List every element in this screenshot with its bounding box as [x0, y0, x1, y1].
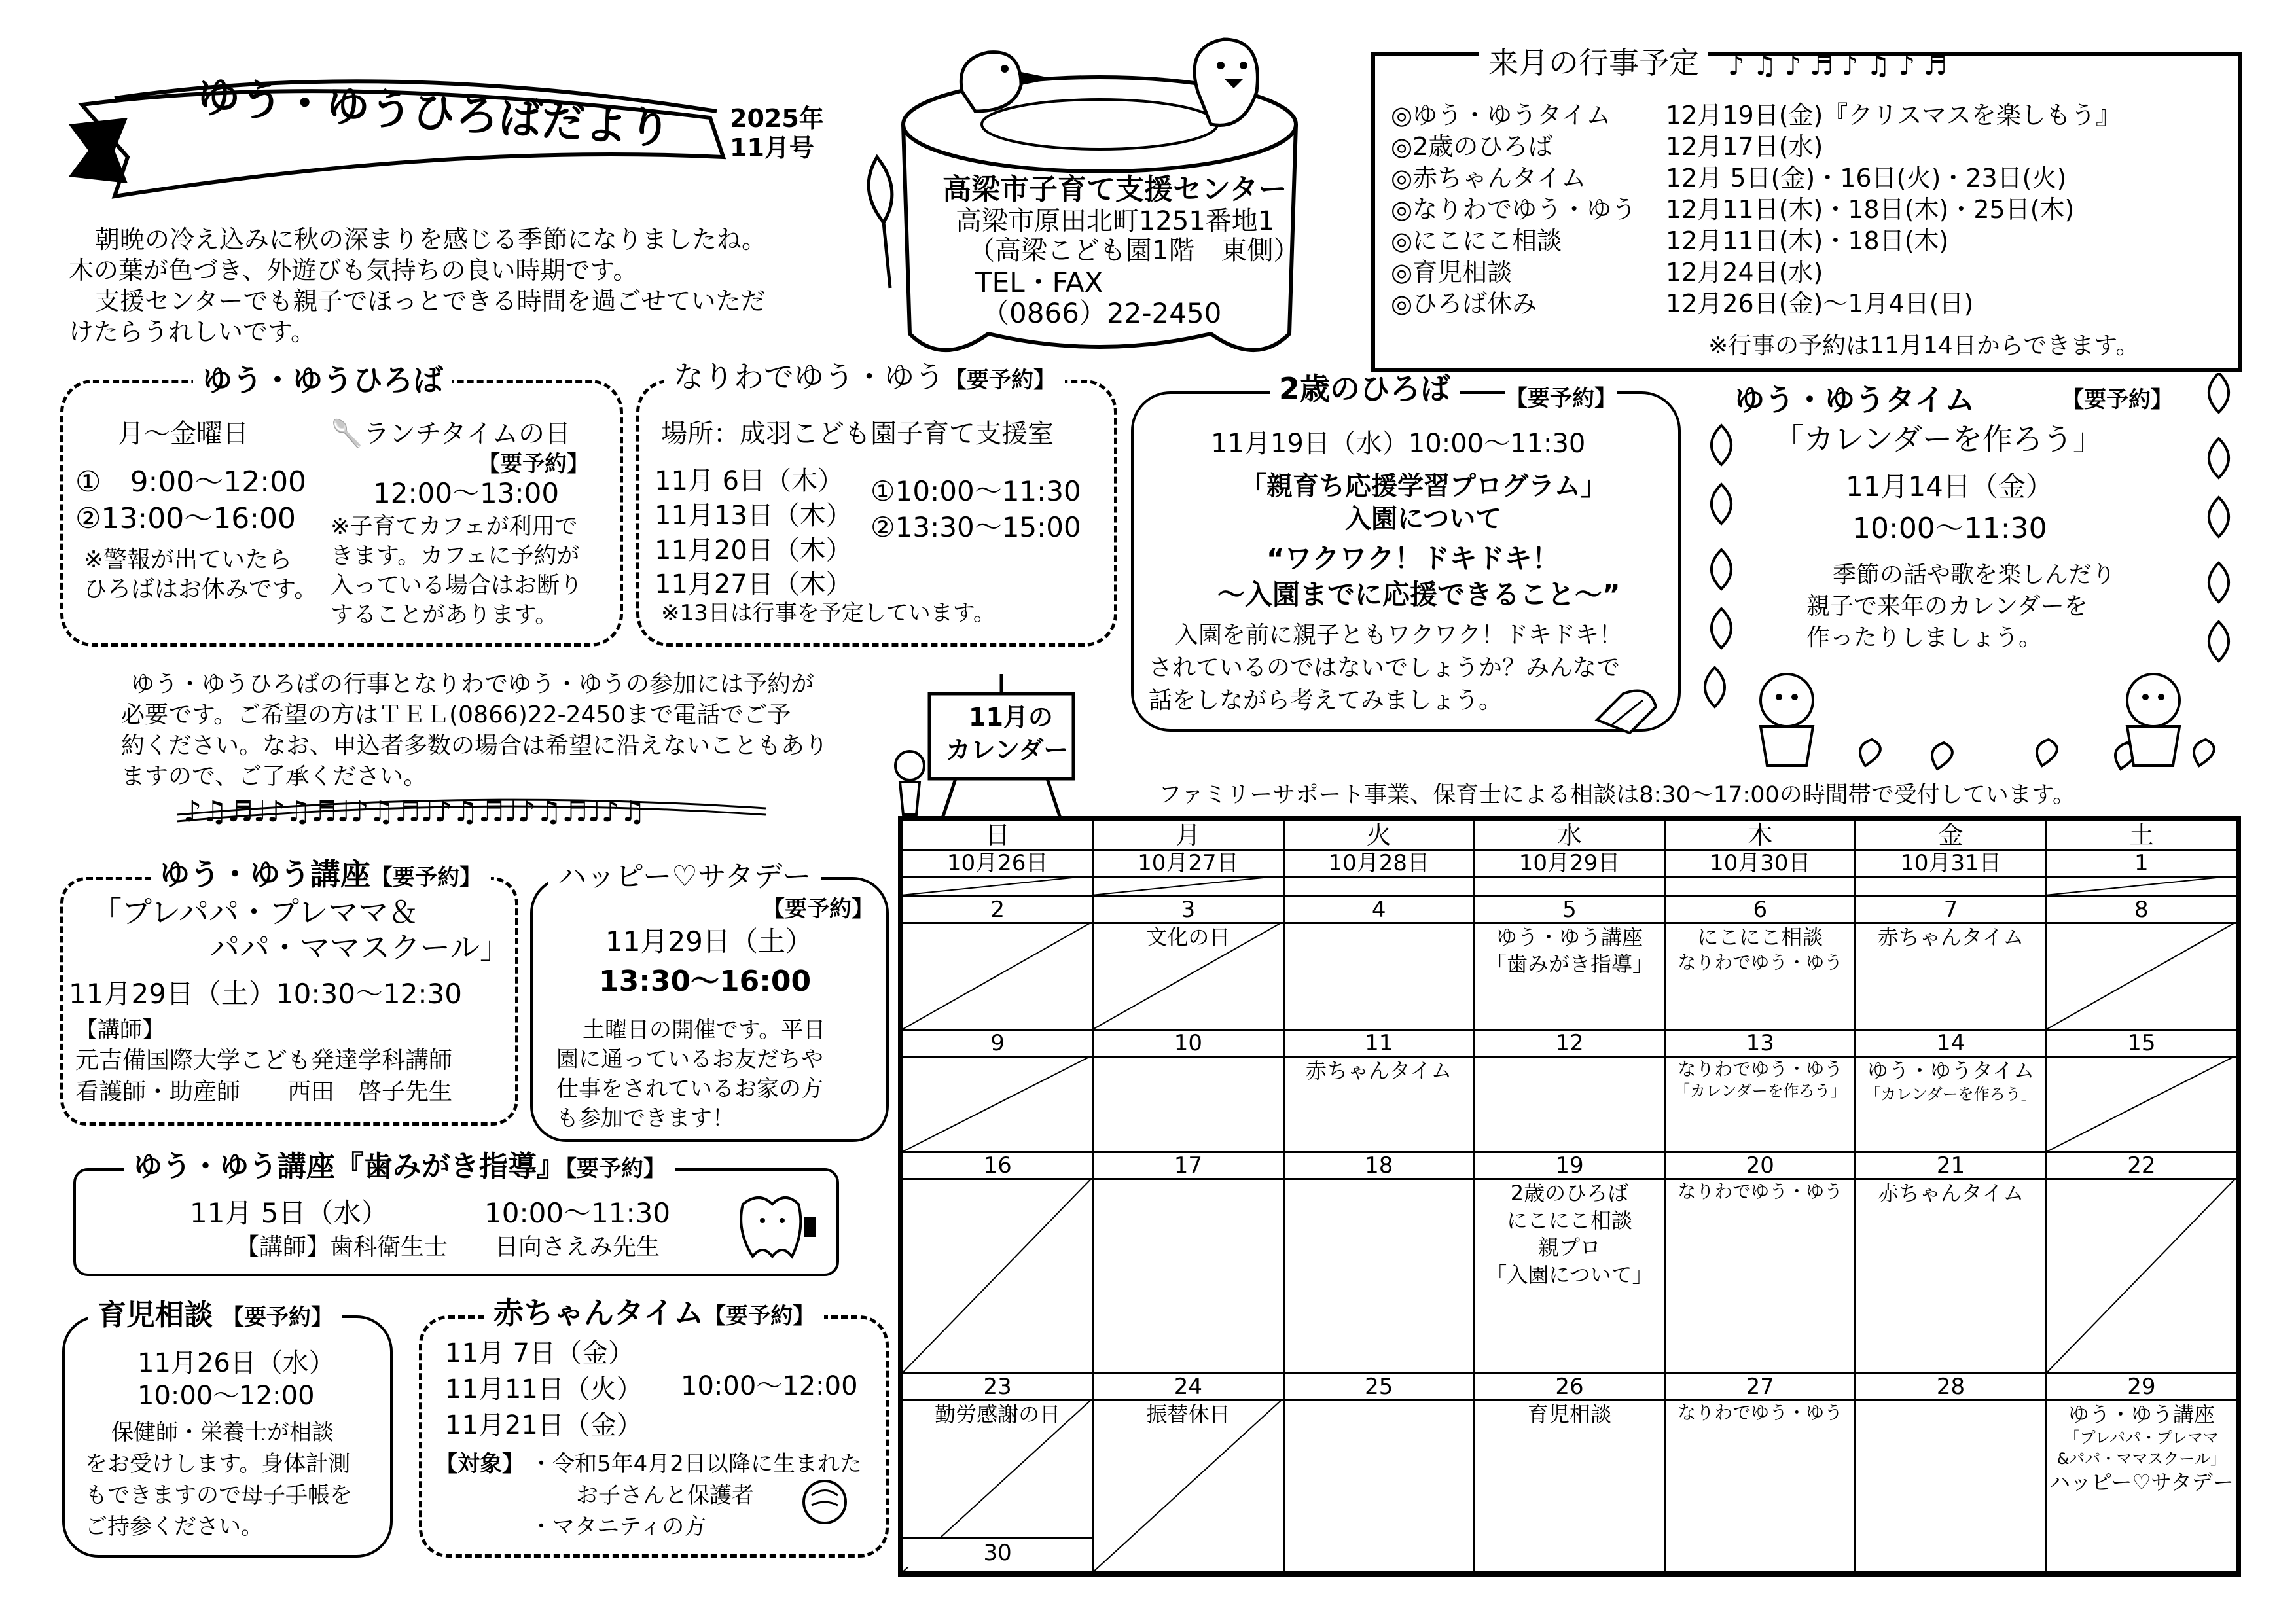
calendar-day-cell [1665, 1373, 1856, 1572]
calendar-day-cell [1474, 896, 1664, 1029]
calendar-day-number: 18 [1285, 1153, 1473, 1180]
akachan-req: 【要予約】 [704, 1303, 816, 1329]
next-item-date: 12月17日(水) [1666, 132, 1823, 161]
calendar-day-number: 14 [1856, 1031, 2045, 1058]
calendar-day-cell [903, 1029, 1093, 1152]
akachan-time: 10:00～12:00 [681, 1371, 858, 1401]
calendar-day-cell [1283, 1373, 1474, 1572]
closed-day-slash [1094, 876, 1282, 895]
koza1-title: ゆう・ゆう講座 [160, 857, 370, 892]
twoyear-line: 「親育ち応援学習プログラム」 [1240, 471, 1607, 501]
calendar-day-number: 10月30日 [1666, 851, 1854, 878]
next-month-note: ※行事の予約は11月14日からできます。 [1708, 332, 2140, 359]
weekday-header: 土 [2046, 821, 2236, 850]
calendar-event: 2歳のひろば [1510, 1181, 1629, 1206]
ikuji-time: 10:00～12:00 [137, 1381, 315, 1411]
reserve-note: ますので、ご了承ください。 [121, 763, 427, 790]
calendar-day-number: 10月27日 [1094, 851, 1282, 878]
yutime-desc: 季節の話や歌を楽しんだり [1833, 562, 2116, 588]
next-item-date: 12月11日(木)・18日(木)・25日(木) [1666, 195, 2075, 224]
center-address: 高梁市原田北町1251番地1 [956, 206, 1275, 236]
calendar-event: ゆう・ゆう講座 [2068, 1401, 2215, 1427]
calendar-day-number: 17 [1094, 1153, 1282, 1180]
calendar-day-number: 15 [2047, 1031, 2236, 1058]
music-staff-decoration [177, 789, 766, 834]
reserve-note: 必要です。ご希望の方はＴＥＬ(0866)22-2450まで電話でご予 [121, 702, 791, 728]
lunch-time: 12:00～13:00 [373, 477, 560, 509]
calendar-day-number: 19 [1475, 1153, 1664, 1180]
next-item-name: ◎なりわでゆう・ゆう [1391, 195, 1637, 224]
calendar-day-number: 10月31日 [1856, 851, 2045, 878]
koza2-heading [124, 1150, 675, 1184]
calendar-event: 赤ちゃんタイム [1877, 924, 2024, 950]
closed-day-slash [903, 922, 1092, 1029]
calendar-sign-text: カレンダー [946, 736, 1069, 764]
calendar-day-cell [1093, 850, 1283, 897]
calendar-day-cell [1283, 1029, 1474, 1152]
calendar-event: なりわでゆう・ゆう [1677, 1058, 1843, 1080]
happy-desc: 土曜日の開催です。平日 [583, 1017, 826, 1043]
next-month-heading: 来月の行事予定 [1479, 46, 1708, 80]
calendar-day-cell [1474, 850, 1664, 897]
calendar-day-number: 3 [1094, 897, 1282, 924]
calendar-day-cell [1856, 1152, 2046, 1374]
calendar-day-cell [1665, 1029, 1856, 1152]
spoon-icon: 🥄 [331, 419, 363, 449]
calendar-day-number: 11 [1285, 1031, 1473, 1058]
calendar-week-row [903, 1152, 2237, 1374]
calendar-day-number: 29 [2047, 1374, 2236, 1401]
calendar-day-cell [2046, 1152, 2236, 1374]
calendar-day-cell [1283, 850, 1474, 897]
twoyear-heading: 2歳のひろば [1270, 372, 1460, 406]
weekday-header-row [903, 821, 2237, 850]
akachan-target: お子さんと保護者 [576, 1482, 754, 1508]
hiroba-days: 月～金曜日 [118, 419, 249, 449]
koza1-title-line: 「プレパパ・プレママ＆ [92, 895, 419, 930]
next-item-name: ◎ゆう・ゆうタイム [1391, 101, 1611, 130]
calendar-day-cell [1474, 1373, 1664, 1572]
calendar-day-cell [2046, 896, 2236, 1029]
closed-day-slash [903, 1178, 1092, 1372]
koza1-heading [151, 857, 491, 892]
ikuji-date: 11月26日（水） [137, 1348, 335, 1378]
calendar-day-cell [903, 896, 1093, 1029]
koza2-req: 【要予約】 [565, 1156, 666, 1182]
calendar-event: &パパ・ママスクール」 [2056, 1449, 2226, 1468]
hiroba-time2: ②13:00～16:00 [75, 502, 296, 535]
calendar-day-number: 23 [903, 1374, 1092, 1401]
ikuji-heading [88, 1299, 342, 1332]
calendar-day-cell [903, 1152, 1093, 1374]
calendar-event: 赤ちゃんタイム [1877, 1181, 2024, 1206]
next-item-name: ◎ひろば休み [1391, 289, 1537, 318]
calendar-day-cell [2046, 1029, 2236, 1152]
calendar-event: 「カレンダーを作ろう」 [1865, 1085, 2037, 1104]
closed-day-slash [2047, 1178, 2236, 1372]
calendar-week-row [903, 896, 2237, 1029]
next-item-name: ◎2歳のひろば [1391, 132, 1553, 161]
nariwa-time2: ②13:30～15:00 [870, 511, 1081, 543]
tooth-icon [733, 1191, 818, 1263]
calendar-day-number: 5 [1475, 897, 1664, 924]
calendar-day-cell [1093, 1152, 1283, 1374]
weekday-header: 水 [1474, 821, 1664, 850]
nariwa-title: なりわでゆう・ゆう [673, 359, 944, 395]
calendar-event: 「歯みがき指導」 [1485, 952, 1653, 977]
calendar-event: ゆう・ゆう講座 [1496, 924, 1643, 950]
happy-desc: 仕事をされているお家の方 [556, 1076, 823, 1102]
nariwa-note: ※13日は行事を予定しています。 [661, 600, 996, 626]
lunch-heading [331, 419, 571, 449]
calendar-event: 勤労感謝の日 [935, 1401, 1061, 1427]
yutime-time: 10:00～11:30 [1852, 512, 2047, 545]
calendar-day-number: 20 [1666, 1153, 1854, 1180]
lunch-note: ※子育てカフェが利用で [331, 514, 578, 540]
calendar-event: なりわでゆう・ゆう [1677, 1181, 1843, 1203]
happy-time: 13:30～16:00 [599, 965, 812, 998]
koza1-req: 【要予約】 [370, 865, 482, 891]
fan-icon [1590, 681, 1662, 740]
nariwa-place: 場所：成羽こども園子育て支援室 [661, 419, 1054, 449]
calendar-day-cell [903, 1373, 1093, 1572]
calendar-day-cell [1856, 896, 2046, 1029]
akachan-title: 赤ちゃんタイム [493, 1295, 704, 1330]
ikuji-title: 育児相談 [98, 1298, 213, 1332]
calendar-note: ファミリーサポート事業、保育士による相談は8:30～17:00の時間帯で受付しています。 [1158, 782, 2075, 808]
lunch-req: 【要予約】 [478, 451, 589, 477]
ikuji-req: 【要予約】 [222, 1304, 333, 1330]
calendar-day-number: 10 [1094, 1031, 1282, 1058]
twoyear-desc: 話をしながら考えてみましょう。 [1149, 687, 1503, 714]
hiroba-warn: ※警報が出ていたら [84, 546, 293, 573]
intro-line: けたらうれしいです。 [69, 317, 315, 346]
next-item-date: 12月24日(水) [1666, 258, 1823, 287]
calendar-sign-text: 11月の [969, 703, 1053, 732]
happy-desc: も参加できます！ [556, 1105, 734, 1132]
calendar-day-number: 16 [903, 1153, 1092, 1180]
yutime-req: 【要予約】 [2062, 387, 2173, 413]
center-name: 高梁市子育て支援センター [942, 173, 1287, 206]
calendar-day-number: 13 [1666, 1031, 1854, 1058]
calendar-day-number: 6 [1666, 897, 1854, 924]
twoyear-line: ～入園までに応援できること～” [1217, 579, 1621, 611]
calendar-day-number: 22 [2047, 1153, 2236, 1180]
calendar-day-cell [1093, 1373, 1283, 1572]
happy-heading: ハッピー♡サタデー [548, 861, 821, 894]
calendar-day-number: 25 [1285, 1374, 1473, 1401]
weekday-header: 月 [1093, 821, 1283, 850]
calendar-event: なりわでゆう・ゆう [1677, 1401, 1843, 1423]
calendar-event: 「入園について」 [1486, 1262, 1653, 1287]
november-calendar [898, 816, 2241, 1577]
koza1-lecturer-label: 【講師】 [75, 1017, 164, 1043]
calendar-event: 育児相談 [1527, 1401, 1611, 1427]
calendar-day-cell [1856, 850, 2046, 897]
closed-day-slash [2047, 922, 2236, 1029]
calendar-event: にこにこ相談 [1697, 924, 1823, 950]
calendar-event: なりわでゆう・ゆう [1677, 952, 1843, 974]
akachan-date: 11月11日（火） [445, 1374, 643, 1404]
yutime-sub: 「カレンダーを作ろう」 [1774, 421, 2104, 457]
next-item-date: 12月26日(金)～1月4日(日) [1666, 289, 1974, 318]
koza1-title-line: パパ・ママスクール」 [209, 930, 511, 965]
yutime-desc: 作ったりしましょう。 [1806, 624, 2043, 651]
calendar-day-cell [903, 850, 1093, 897]
next-item-date: 12月11日(木)・18日(木) [1666, 226, 1949, 255]
akachan-target: ・令和5年4月2日以降に生まれた [530, 1451, 862, 1477]
nariwa-date: 11月27日（木） [655, 569, 852, 599]
calendar-day-number: 30 [903, 1537, 1092, 1567]
lunch-note: きます。カフェに予約が [331, 543, 580, 569]
calendar-day-cell [1665, 896, 1856, 1029]
issue-year: 2025年 [730, 104, 824, 133]
twoyear-line: 入園について [1345, 504, 1502, 534]
calendar-day-number: 2 [903, 897, 1092, 924]
koza1-lecturer: 元吉備国際大学こども発達学科講師 [75, 1047, 453, 1074]
lunch-label: ランチタイムの日 [363, 419, 571, 449]
calendar-event: ハッピー♡サタデー [2049, 1469, 2234, 1495]
nariwa-date: 11月20日（木） [655, 535, 852, 565]
lunch-note: することがあります。 [331, 602, 558, 628]
hiroba-time1: ① 9:00～12:00 [75, 465, 307, 499]
intro-line: 朝晩の冷え込みに秋の深まりを感じる季節になりましたね。 [95, 225, 767, 254]
page-title: ゆう・ゆうひろばだより [195, 71, 673, 155]
calendar-day-number: 8 [2047, 897, 2236, 924]
calendar-day-number: 26 [1475, 1374, 1664, 1401]
akachan-target: ・マタニティの方 [530, 1514, 707, 1540]
nariwa-date: 11月13日（木） [655, 501, 852, 531]
svg-text:♪♫♬♩♪♫♬♩♪♫♬♩♪♫♬♩♪♫♬♩♪♫: ♪♫♬♩♪♫♬♩♪♫♬♩♪♫♬♩♪♫♬♩♪♫ [183, 795, 646, 829]
next-item-name: ◎育児相談 [1391, 258, 1513, 287]
calendar-event: 振替休日 [1146, 1401, 1230, 1427]
happy-desc: 園に通っているお友だちや [556, 1046, 823, 1073]
weekday-header: 木 [1665, 821, 1856, 850]
leaf-frame-decoration [1695, 373, 2245, 792]
twoyear-req: 【要予約】 [1505, 385, 1617, 412]
calendar-week-row [903, 850, 2237, 897]
calendar-day-cell [1474, 1029, 1664, 1152]
calendar-day-number: 28 [1856, 1374, 2045, 1401]
hiroba-heading: ゆう・ゆうひろば [193, 363, 452, 398]
nariwa-heading [664, 360, 1065, 395]
calendar-event: 「カレンダーを作ろう」 [1674, 1082, 1846, 1101]
music-notes-decoration: ♪ ♫ ♪ ♬ ♪ ♫ ♪ ♬ [1728, 51, 1947, 81]
center-building: （高梁こども園1階 東側） [969, 236, 1300, 266]
weekday-header: 火 [1283, 821, 1474, 850]
next-item-name: ◎にこにこ相談 [1391, 226, 1562, 255]
yutime-date: 11月14日（金） [1846, 471, 2053, 503]
nariwa-req: 【要予約】 [944, 367, 1056, 393]
twoyear-desc: 入園を前に親子ともワクワク！ドキドキ！ [1175, 622, 1623, 649]
calendar-day-cell [1665, 850, 1856, 897]
koza1-lecturer: 看護師・助産師 西田 啓子先生 [75, 1079, 453, 1105]
center-tel: （0866）22-2450 [982, 297, 1222, 329]
calendar-day-number: 10月29日 [1475, 851, 1664, 878]
weekday-header: 日 [903, 821, 1093, 850]
calendar-week-row [903, 1373, 2237, 1572]
closed-day-slash [903, 1056, 1092, 1151]
reserve-note: ゆう・ゆうひろばの行事となりわでゆう・ゆうの参加には予約が [131, 671, 815, 698]
ikuji-desc: ご持参ください。 [85, 1514, 263, 1540]
happy-date: 11月29日（土） [605, 925, 813, 957]
happy-req: 【要予約】 [762, 896, 874, 922]
yutime-desc: 親子で来年のカレンダーを [1806, 593, 2088, 620]
calendar-day-number: 9 [903, 1031, 1092, 1058]
koza1-datetime: 11月29日（土）10:30～12:30 [69, 978, 462, 1010]
closed-day-slash [2047, 876, 2236, 895]
calendar-table [901, 819, 2238, 1573]
reserve-note: 約ください。なお、申込者多数の場合は希望に沿えないこともあり [121, 732, 829, 759]
calendar-event: 親プロ [1537, 1235, 1601, 1260]
calendar-day-cell [1283, 1152, 1474, 1374]
ikuji-desc: 保健師・栄養士が相談 [111, 1419, 334, 1446]
closed-day-slash [903, 876, 1092, 895]
akachan-date: 11月21日（金） [445, 1410, 643, 1440]
calendar-day-number: 24 [1094, 1374, 1282, 1401]
calendar-day-number: 4 [1285, 897, 1473, 924]
lunch-note: 入っている場合はお断り [331, 573, 583, 599]
calendar-day-number: 21 [1856, 1153, 2045, 1180]
calendar-event: 赤ちゃんタイム [1306, 1058, 1452, 1083]
calendar-day-cell [1474, 1152, 1664, 1374]
twoyear-desc: されているのではないでしょうか？みんなで [1149, 654, 1621, 681]
nariwa-date: 11月 6日（木） [655, 466, 844, 496]
calendar-day-number: 10月26日 [903, 851, 1092, 878]
ikuji-desc: をお受けします。身体計測 [85, 1451, 351, 1477]
calendar-day-number: 1 [2047, 851, 2236, 878]
issue-month: 11月号 [730, 134, 814, 162]
intro-line: 木の葉が色づき、外遊びも気持ちの良い時期です。 [69, 256, 638, 285]
calendar-day-number: 12 [1475, 1031, 1664, 1058]
center-tel-label: TEL・FAX [975, 266, 1103, 298]
calendar-event: にこにこ相談 [1506, 1207, 1632, 1233]
ikuji-desc: もできますので母子手帳を [85, 1482, 352, 1508]
calendar-day-number: 7 [1856, 897, 2045, 924]
koza2-title: ゆう・ゆう講座『歯みがき指導』 [134, 1150, 565, 1183]
calendar-week-row [903, 1029, 2237, 1152]
calendar-event: 「プレパパ・プレママ [2064, 1429, 2219, 1448]
next-item-name: ◎赤ちゃんタイム [1391, 164, 1587, 192]
baby-icon [798, 1472, 851, 1531]
next-item-date: 12月 5日(金)・16日(火)・23日(火) [1666, 164, 2067, 192]
koza2-lecturer: 【講師】歯科衛生士 日向さえみ先生 [236, 1234, 660, 1260]
intro-line: 支援センターでも親子でほっとできる時間を過ごせていただ [95, 287, 766, 315]
calendar-day-number: 10月28日 [1285, 851, 1473, 878]
yutime-heading: ゆう・ゆうタイム [1734, 382, 1975, 418]
calendar-day-number: 27 [1666, 1374, 1854, 1401]
calendar-day-cell [1856, 1373, 2046, 1572]
calendar-day-cell [1856, 1029, 2046, 1152]
closed-day-slash [2047, 1056, 2236, 1151]
akachan-date: 11月 7日（金） [445, 1338, 635, 1368]
koza2-time: 10:00～11:30 [484, 1197, 671, 1229]
koza2-date: 11月 5日（水） [190, 1197, 389, 1229]
calendar-event: 文化の日 [1146, 924, 1230, 950]
calendar-day-cell [1093, 1029, 1283, 1152]
weekday-header: 金 [1856, 821, 2046, 850]
calendar-day-cell [1665, 1152, 1856, 1374]
akachan-heading [484, 1296, 824, 1330]
calendar-day-cell [2046, 850, 2236, 897]
twoyear-line: “ワクワク！ドキドキ！ [1266, 543, 1560, 575]
nariwa-time1: ①10:00～11:30 [870, 475, 1081, 507]
next-item-date: 12月19日(金)『クリスマスを楽しもう』 [1666, 101, 2121, 130]
twoyear-datetime: 11月19日（水）10:00～11:30 [1211, 429, 1586, 459]
calendar-day-cell [1283, 896, 1474, 1029]
akachan-target-label: 【対象】 [435, 1451, 524, 1477]
hiroba-warn: ひろばはお休みです。 [84, 576, 318, 603]
calendar-day-cell [2046, 1373, 2236, 1572]
calendar-day-cell [1093, 896, 1283, 1029]
calendar-event: ゆう・ゆうタイム [1867, 1058, 2035, 1083]
